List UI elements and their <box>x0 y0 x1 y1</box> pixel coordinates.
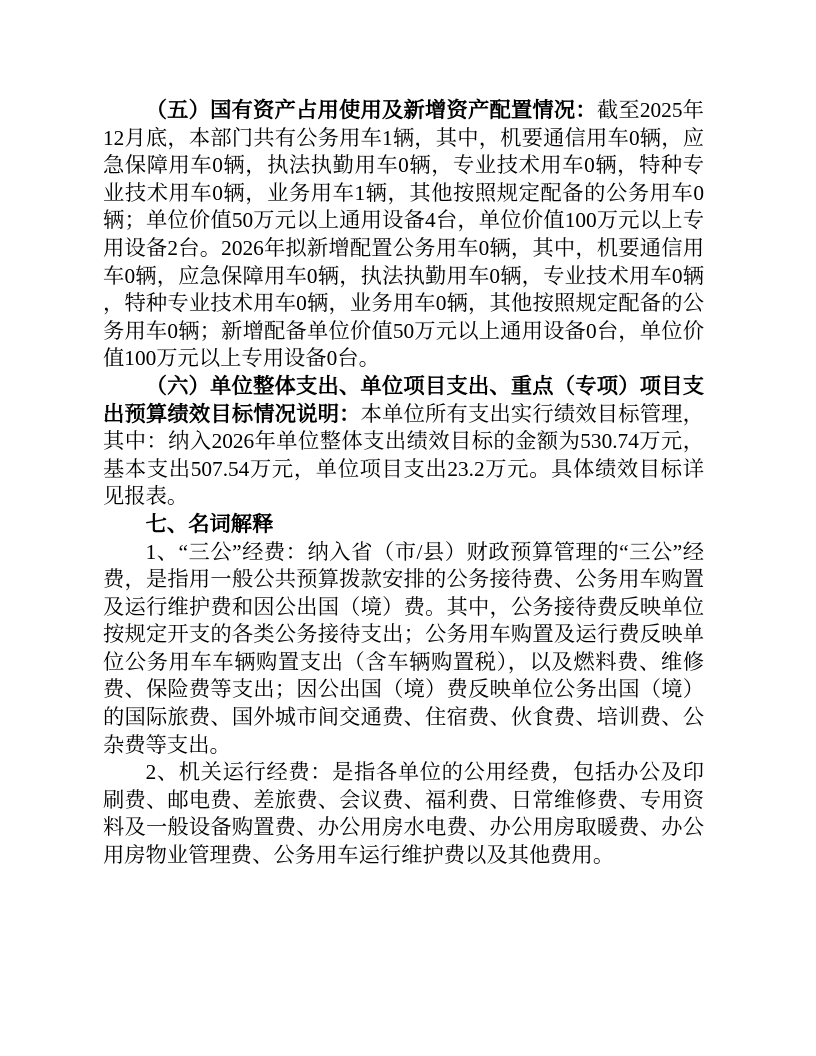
paragraph-sangong-funds-definition <box>103 539 704 760</box>
document-body <box>103 97 704 870</box>
heading-glossary-text: 七、名词解释 <box>145 511 274 536</box>
paragraph-body-text: 1、“三公”经费：纳入省（市/县）财政预算管理的“三公”经费，是指用一般公共预算拨款安排的公务接待费、公务用车购置及运行维护费和因公出国（境）费。其中，公务接待费反映单位按规定开支的各类公务接待支出；公务用车购置及运行费反映单位公务用车车辆购置支出（含车辆购置税），以及燃料费、维修费、保险费等支出；因公出国（境）费反映单位公务出国（境）的国际旅费、国外城市间交通费、住宿费、伙食费、培训费、公杂费等支出。 <box>103 539 704 757</box>
paragraph-body-text: 截至2025年12月底，本部门共有公务用车1辆，其中，机要通信用车0辆，应急保障用车0辆，执法执勤用车0辆，专业技术用车0辆，特种专业技术用车0辆，业务用车1辆，其他按照规定配备的公务用车0辆；单位价值50万元以上通用设备4台，单位价值100万元以上专用设备2台。2026年拟新增配置公务用车0辆，其中，机要通信用车0辆，应急保障用车0辆，执法执勤用车0辆，专业技术用车0辆，特种专业技术用车0辆，业务用车0辆，其他按照规定配备的公务用车0辆；新增配备单位价值50万元以上通用设备0台，单位价值100万元以上专用设备0台。 <box>103 98 704 371</box>
paragraph-performance-targets <box>103 373 704 511</box>
paragraph-state-asset-usage <box>103 97 704 373</box>
paragraph-operating-funds-definition <box>103 759 704 869</box>
paragraph-body-text: 2、机关运行经费：是指各单位的公用经费，包括办公及印刷费、邮电费、差旅费、会议费、福利费、日常维修费、专用资料及一般设备购置费、办公用房水电费、办公用房取暖费、办公用房物业管理费、公务用车运行维护费以及其他费用。 <box>103 760 704 868</box>
paragraph-body-text: 本单位所有支出实行绩效目标管理，其中：纳入2026年单位整体支出绩效目标的金额为530.74万元，基本支出507.54万元，单位项目支出23.2万元。具体绩效目标详见报表。 <box>103 401 704 509</box>
paragraph-lead-bold: （五）国有资产占用使用及新增资产配置情况： <box>145 98 597 122</box>
heading-glossary <box>103 511 704 539</box>
paragraph-lead-bold: （六）单位整体支出、单位项目支出、重点（专项）项目支出预算绩效目标情况说明： <box>103 373 704 426</box>
